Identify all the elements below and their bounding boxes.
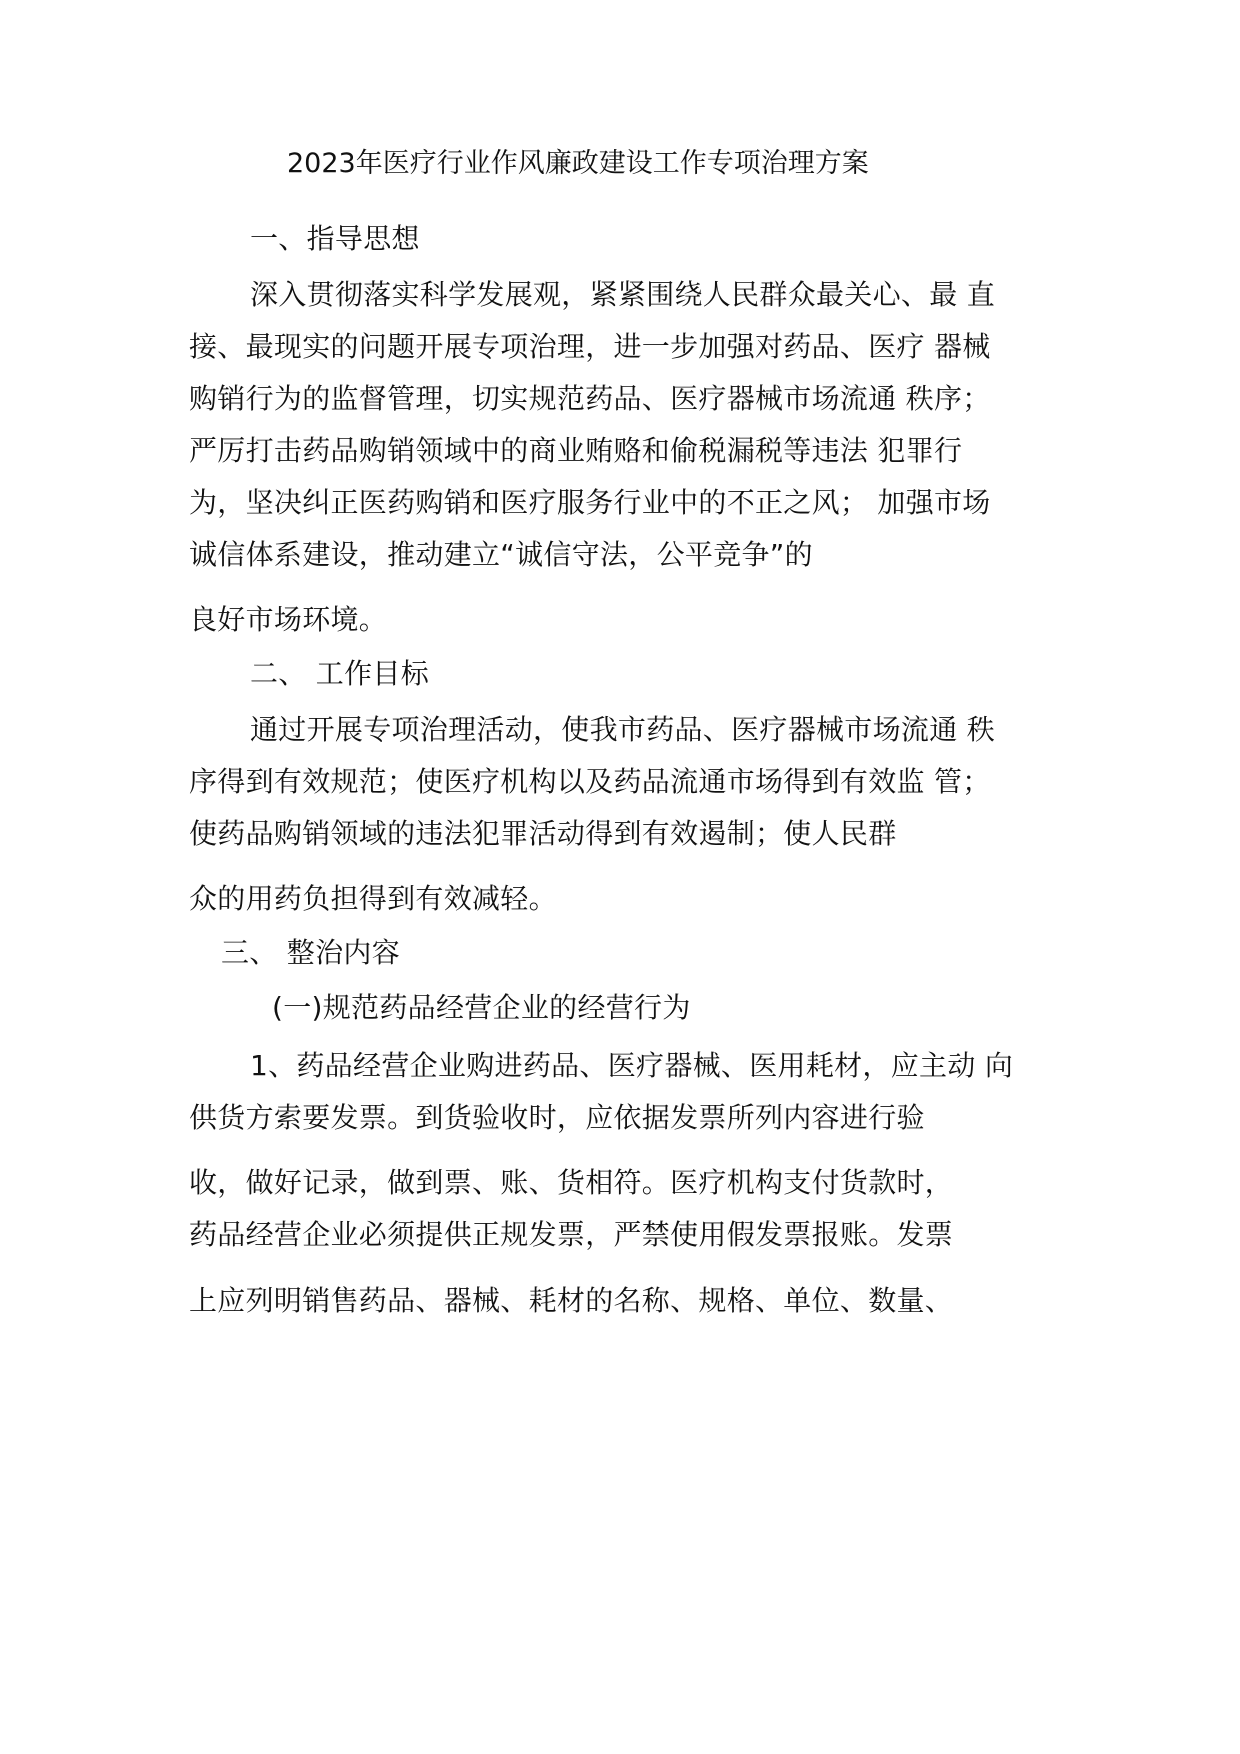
paragraph-line: 诚信体系建设，推动建立“诚信守法，公平竞争”的: [189, 538, 813, 571]
paragraph-line: 药品经营企业必须提供正规发票，严禁使用假发票报账。发票: [189, 1218, 954, 1251]
paragraph-line: 深入贯彻落实科学发展观，紧紧围绕人民群众最关心、最 直: [250, 278, 996, 311]
document-title: 2023年医疗行业作风廉政建设工作专项治理方案: [287, 148, 869, 179]
paragraph-line: 购销行为的监督管理，切实规范药品、医疗器械市场流通 秩序；: [189, 382, 991, 415]
paragraph-line: 使药品购销领域的违法犯罪活动得到有效遏制；使人民群: [189, 817, 897, 850]
paragraph-line: 众的用药负担得到有效减轻。: [189, 882, 557, 915]
paragraph-line: 收，做好记录，做到票、账、货相符。医疗机构支付货款时，: [189, 1166, 954, 1199]
paragraph-line: 通过开展专项治理活动，使我市药品、医疗器械市场流通 秩: [250, 713, 996, 746]
paragraph-line: 上应列明销售药品、器械、耗材的名称、规格、单位、数量、: [189, 1284, 954, 1317]
paragraph-line: 1、药品经营企业购进药品、医疗器械、医用耗材，应主动 向: [250, 1049, 1014, 1082]
paragraph-line: 严厉打击药品购销领域中的商业贿赂和偷税漏税等违法 犯罪行: [189, 434, 963, 467]
paragraph-line: 为，坚决纠正医药购销和医疗服务行业中的不正之风； 加强市场: [189, 486, 991, 519]
paragraph-line: 序得到有效规范；使医疗机构以及药品流通市场得到有效监 管；: [189, 765, 991, 798]
subsection-heading: (一)规范药品经营企业的经营行为: [272, 991, 691, 1024]
paragraph-line: 良好市场环境。: [189, 603, 388, 636]
paragraph-line: 供货方索要发票。到货验收时，应依据发票所列内容进行验: [189, 1101, 925, 1134]
paragraph-line: 接、最现实的问题开展专项治理，进一步加强对药品、医疗 器械: [189, 330, 991, 363]
section-heading: 一、指导思想: [250, 222, 420, 255]
section-heading: 二、 工作目标: [250, 657, 430, 690]
section-heading: 三、 整治内容: [221, 936, 401, 969]
